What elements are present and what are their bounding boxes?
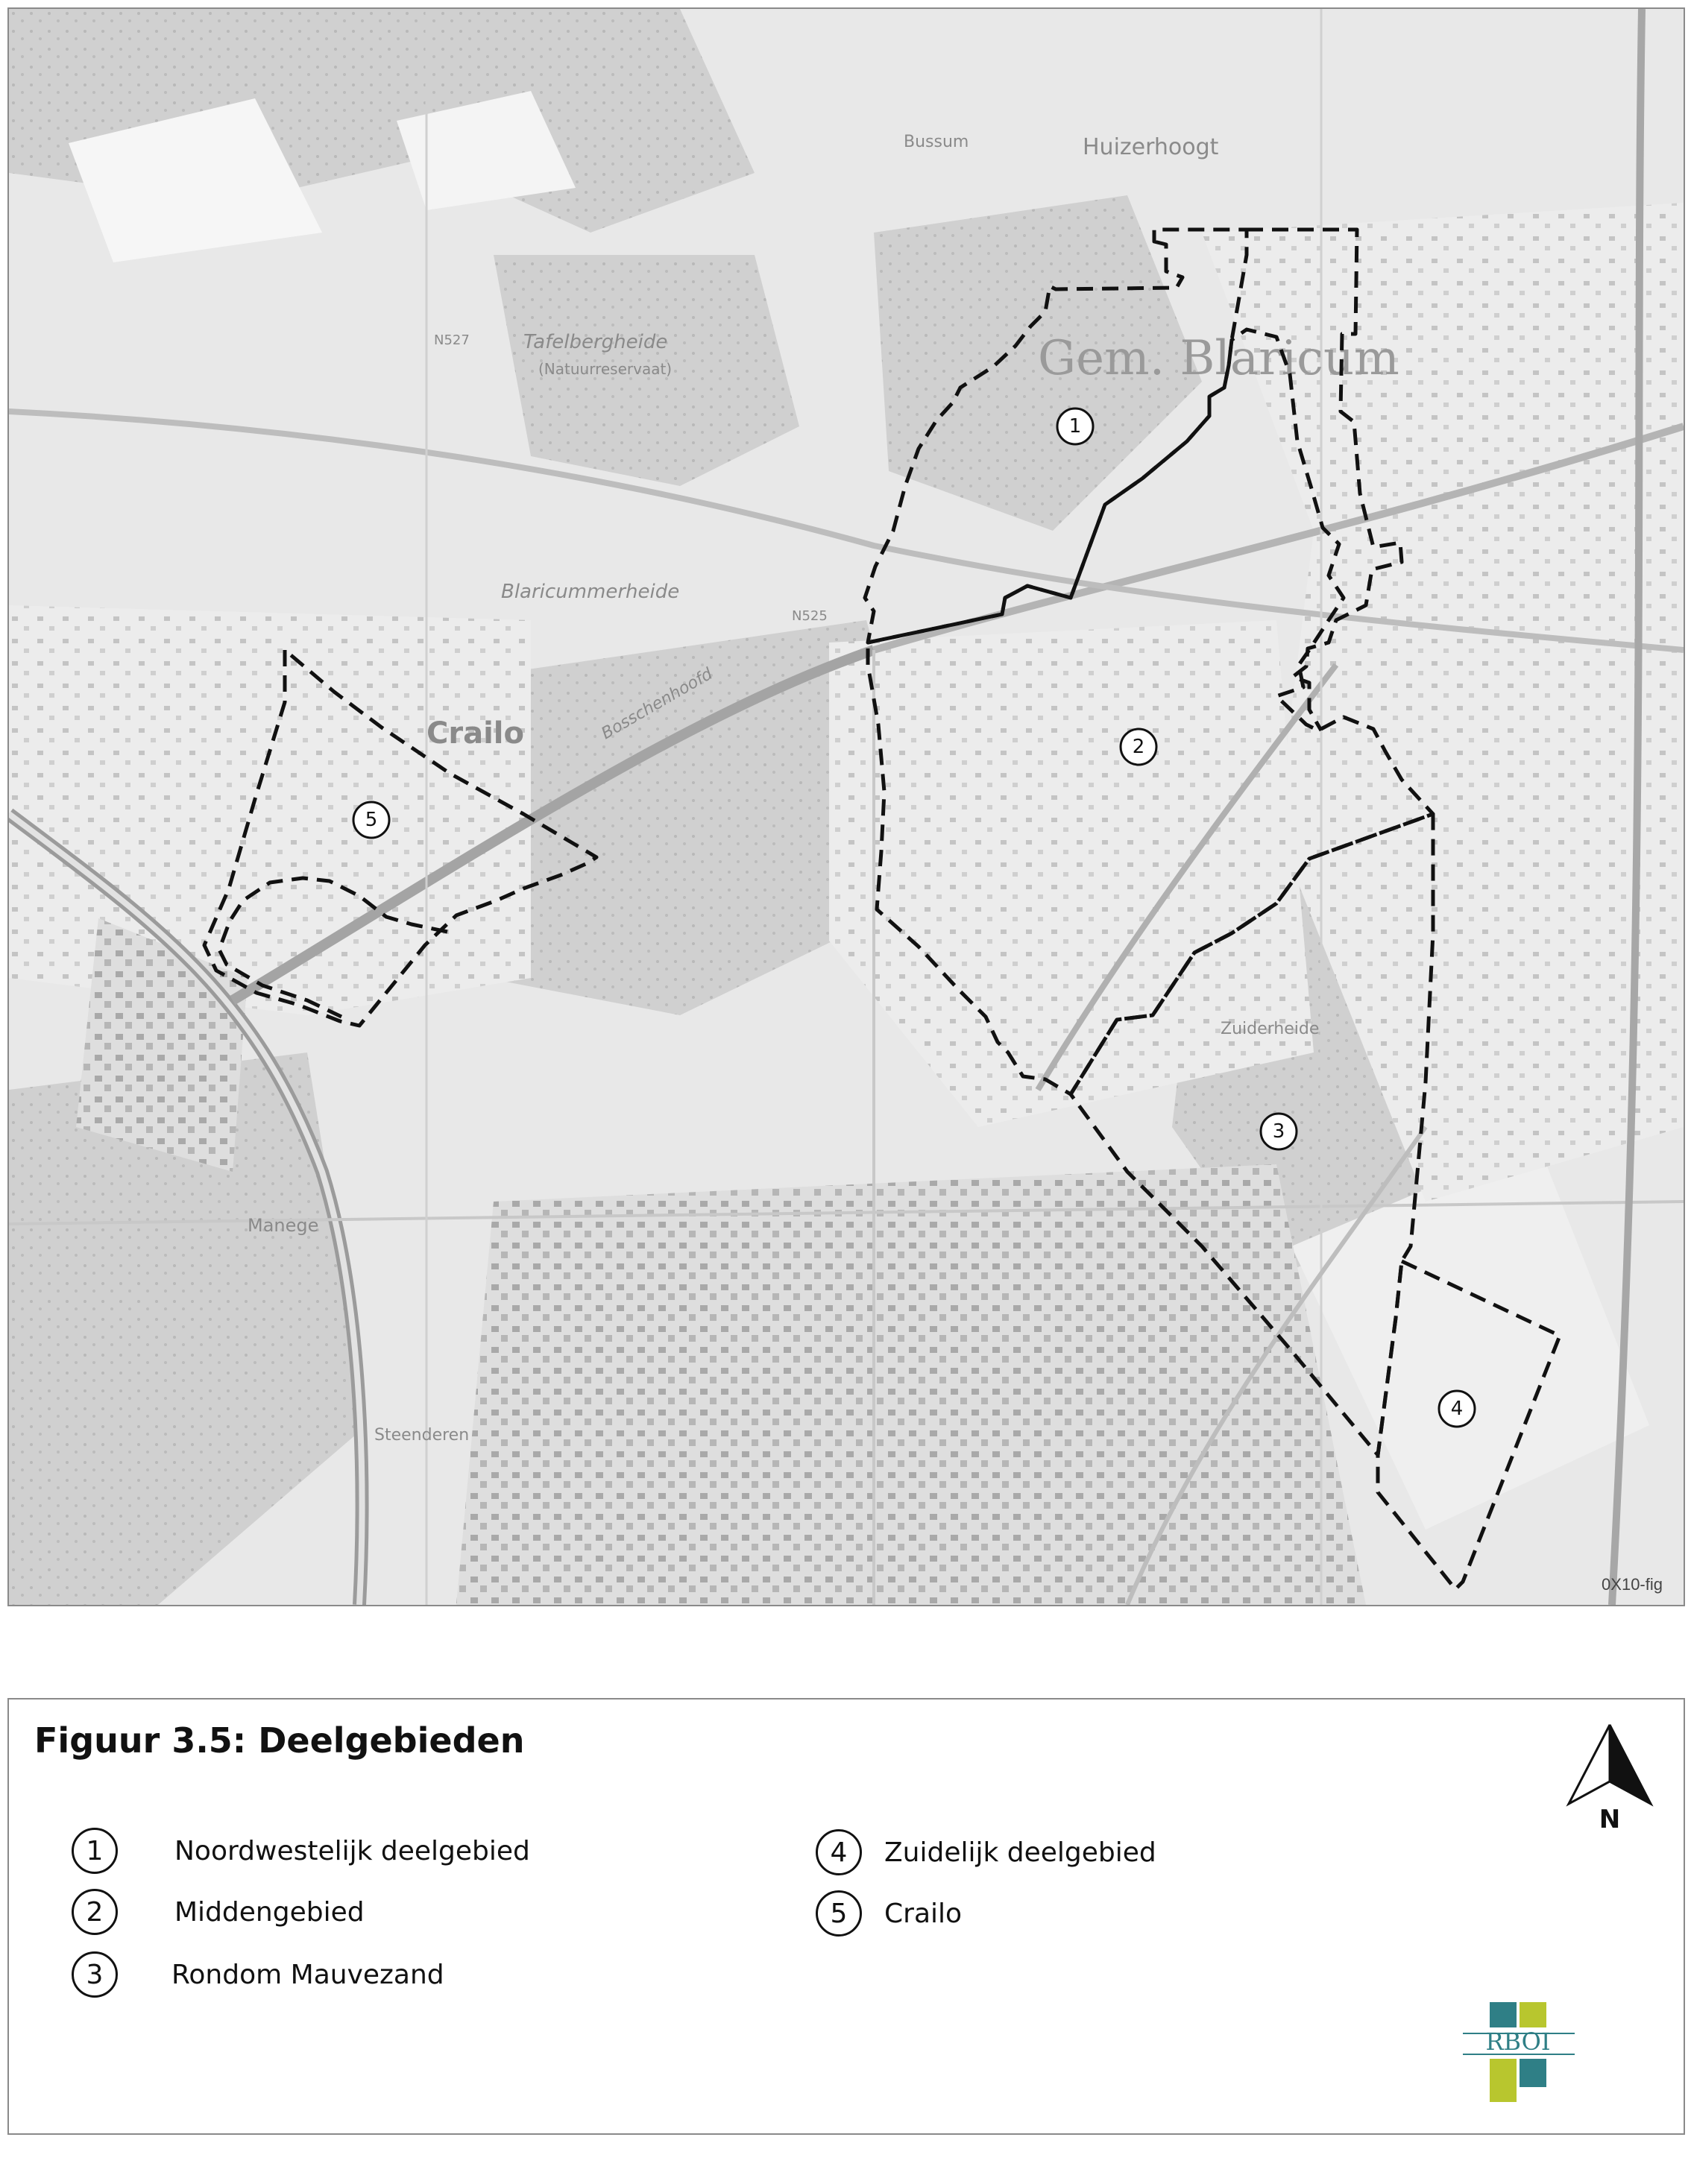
legend-label-3: Rondom Mauvezand bbox=[171, 1959, 444, 1990]
area-marker-2-number: 2 bbox=[1132, 736, 1145, 758]
label-steenderen: Steenderen bbox=[374, 1426, 470, 1445]
legend-number-4: 4 bbox=[816, 1829, 862, 1875]
rboi-logo bbox=[1463, 1998, 1590, 2109]
legend-number-5: 5 bbox=[816, 1890, 862, 1937]
label-tafelbergheide: Tafelbergheide bbox=[523, 331, 668, 353]
area-marker-4[interactable] bbox=[1439, 1391, 1475, 1427]
area-marker-1[interactable] bbox=[1057, 408, 1093, 444]
area-marker-5-number: 5 bbox=[365, 809, 378, 831]
area-marker-4-number: 4 bbox=[1450, 1398, 1464, 1420]
rboi-logo-text: RBOI bbox=[1485, 2027, 1551, 2056]
label-n527: N527 bbox=[434, 332, 470, 348]
legend-item-1 bbox=[72, 1828, 530, 1874]
label-zuiderheide: Zuiderheide bbox=[1221, 1020, 1320, 1038]
legend-item-3 bbox=[72, 1951, 444, 1998]
map-area[interactable] bbox=[7, 7, 1685, 1606]
figure-code: 0X10-fig bbox=[1602, 1575, 1663, 1594]
area-marker-3[interactable] bbox=[1261, 1114, 1297, 1149]
area-marker-1-number: 1 bbox=[1068, 415, 1082, 438]
label-blaricummerheide: Blaricummerheide bbox=[501, 581, 680, 603]
label-blaricum: Gem. Blaricum bbox=[1038, 331, 1399, 386]
label-huizerhoogt: Huizerhoogt bbox=[1083, 134, 1219, 160]
label-bussum: Bussum bbox=[904, 133, 969, 151]
legend-number-1: 1 bbox=[72, 1828, 118, 1874]
north-arrow-icon bbox=[1561, 1722, 1658, 1834]
area-marker-2[interactable] bbox=[1121, 729, 1156, 765]
label-natuurreservaat: (Natuurreservaat) bbox=[538, 360, 673, 378]
label-crailo: Crailo bbox=[426, 716, 524, 751]
legend-item-2 bbox=[72, 1889, 365, 1935]
legend-label-5: Crailo bbox=[884, 1898, 963, 1929]
legend-item-5 bbox=[816, 1890, 962, 1937]
label-n525: N525 bbox=[792, 608, 828, 624]
legend-panel bbox=[7, 1698, 1685, 2135]
topographic-map bbox=[9, 9, 1684, 1605]
legend-label-1: Noordwestelijk deelgebied bbox=[174, 1835, 530, 1866]
north-label: N bbox=[1599, 1805, 1621, 1834]
legend-label-4: Zuidelijk deelgebied bbox=[884, 1837, 1156, 1868]
legend-number-3: 3 bbox=[72, 1951, 118, 1998]
legend-label-2: Middengebied bbox=[174, 1896, 365, 1928]
legend-title: Figuur 3.5: Deelgebieden bbox=[34, 1720, 525, 1761]
area-marker-3-number: 3 bbox=[1272, 1120, 1285, 1143]
label-manege: Manege bbox=[248, 1215, 319, 1236]
area-marker-5[interactable] bbox=[353, 802, 389, 838]
legend-item-4 bbox=[816, 1829, 1156, 1875]
legend-number-2: 2 bbox=[72, 1889, 118, 1935]
label-bosschenhoofd: Bosschenhoofd bbox=[598, 664, 717, 744]
